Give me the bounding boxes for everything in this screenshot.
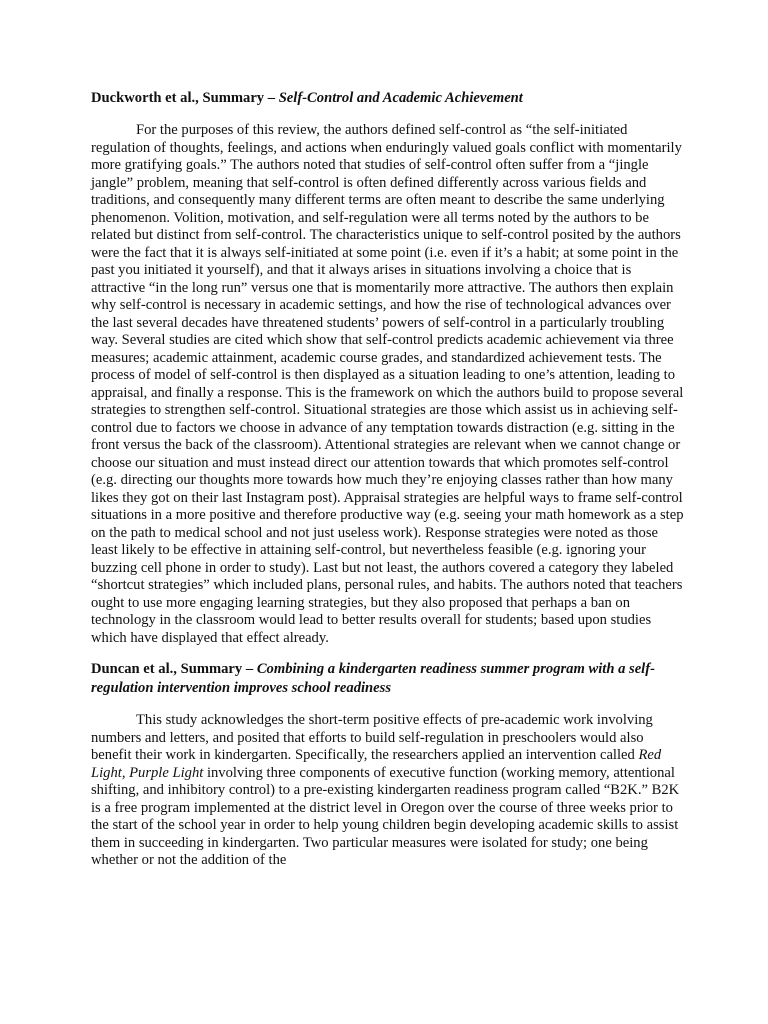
intervention-name: Red Light, Purple Light	[91, 747, 662, 781]
section-heading-duncan	[91, 660, 685, 698]
heading-prefix: Duncan et al., Summary –	[91, 661, 257, 677]
section-heading-duckworth	[91, 89, 685, 108]
heading-title: Self-Control and Academic Achievement	[278, 90, 523, 106]
paragraph-text: This study acknowledges the short-term positive effects of pre-academic work involving numbers and letters, and posited that efforts to build self-regulation in preschoolers would also benefit their work in kindergarten. Specifically, the researchers applied an intervention called	[91, 712, 653, 763]
paragraph-text: involving three components of executive function (working memory, attentional shifting, and inhibitory control) to a pre-existing kindergarten readiness program called “B2K.” B2K is a free program implemented at the district level in Oregon over the course of three weeks prior to the start of the school year in order to help young children begin developing academic skills to assist them in succeeding in kindergarten. Two particular measures were isolated for study; one being whether or not the addition of the	[91, 764, 680, 868]
summary-paragraph-duckworth: For the purposes of this review, the authors defined self-control as “the self-initiated regulation of thoughts, feelings, and actions when enduringly valued goals conflict with momentarily more gratifying goals.” The authors noted that studies of self-control often suffer from a “jingle jangle” problem, meaning that self-control is often defined differently across various fields and traditions, and consequently many different terms are often meant to describe the same underlying phenomenon. Volition, motivation, and self-regulation were all terms noted by the authors to be related but distinct from self-control. The characteristics unique to self-control posited by the authors were the fact that it is always self-initiated at some point (i.e. even if it’s a habit; at some point in the past you initiated it yourself), and that it always arises in situations involving a choice that is attractive “in the long run” versus one that is momentarily more attractive. The authors then explain why self-control is necessary in academic settings, and how the rise of technological advances over the last several decades have threatened students’ powers of self-control in a particularly troubling way. Several studies are cited which show that self-control predicts academic achievement via three measures; academic attainment, academic course grades, and standardized achievement tests. The process of model of self-control is then displayed as a situation leading to one’s attention, leading to appraisal, and finally a response. This is the framework on which the authors build to propose several strategies to strengthen self-control. Situational strategies are those which assist us in achieving self-control due to factors we choose in advance of any temptation towards distraction (e.g. sitting in the front versus the back of the classroom). Attentional strategies are relevant when we cannot change or choose our situation and must instead direct our attention towards that which promotes self-control (e.g. directing our thoughts more towards how much they’re enjoying classes rather than how many likes they got on their last Instagram post). Appraisal strategies are helpful ways to frame self-control situations in a more positive and therefore productive way (e.g. seeing your math homework as a step on the path to medical school and not just useless work). Response strategies were noted as those least likely to be effective in attaining self-control, but nevertheless feasible (e.g. ignoring your buzzing cell phone in order to study). Last but not least, the authors covered a category they labeled “shortcut strategies” which included plans, personal rules, and habits. The authors noted that teachers ought to use more engaging learning strategies, but they also proposed that perhaps a ban on technology in the classroom would lead to better results overall for students; based upon studies which have displayed that effect already.	[91, 122, 684, 646]
heading-title: Combining a kindergarten readiness summer program with a self-regulation intervention improves school readiness	[91, 661, 655, 696]
document-page	[91, 89, 685, 883]
summary-paragraph-duncan	[91, 712, 685, 870]
heading-prefix: Duckworth et al., Summary –	[91, 90, 279, 106]
